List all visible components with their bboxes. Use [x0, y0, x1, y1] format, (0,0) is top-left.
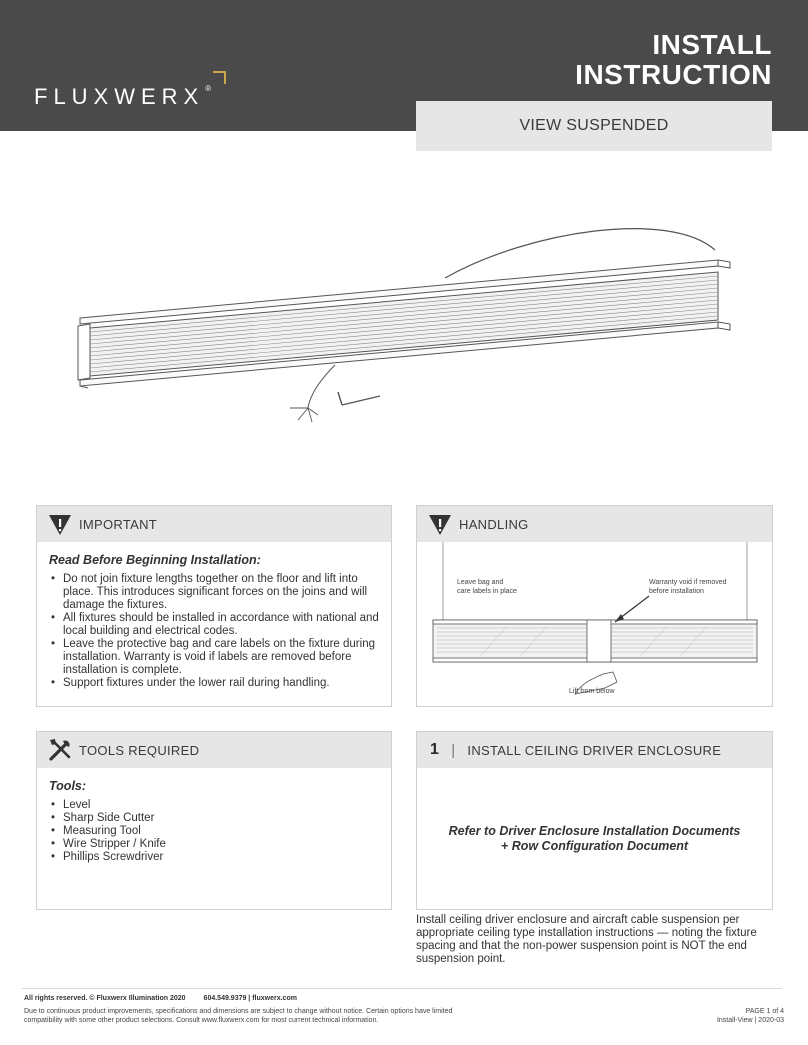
step-separator: |	[451, 741, 456, 759]
label-warranty-line-2: before installation	[649, 588, 704, 595]
important-panel-header	[37, 506, 391, 542]
step-1-header	[417, 732, 772, 768]
label-warranty-line-1: Warranty void if removed	[649, 579, 727, 586]
footer-disclaimer: Due to continuous product improvements, specifications and dimensions are subject to change without notice. Certain options have limited compatibility with some other product selections. Consult www.fluxwerx.com for most current technical information.	[24, 1008, 453, 1024]
tools-panel	[36, 731, 392, 910]
footer-divider	[22, 988, 782, 989]
step-number: 1	[430, 741, 440, 758]
reference-line-2: + Row Configuration Document	[500, 839, 689, 853]
footer-copyright: All rights reserved. © Fluxwerx Illumination 2020	[24, 995, 186, 1002]
label-bag-line-2: care labels in place	[457, 588, 517, 595]
document-title	[575, 30, 772, 90]
list-item: • Do not join fixture lengths together on the floor and lift into place. This introduces significant forces on the joins and will damage the fixtures.	[49, 573, 379, 612]
list-item: • Leave the protective bag and care labels on the fixture during installation. Warranty is void if labels are removed before installation is complete.	[49, 638, 379, 677]
warning-icon	[427, 511, 453, 537]
important-panel	[36, 505, 392, 707]
important-body	[37, 542, 391, 690]
page-number: PAGE 1 of 4	[745, 1008, 784, 1015]
brand-registered-mark: ®	[205, 84, 212, 93]
step-1-heading: INSTALL CEILING DRIVER ENCLOSURE	[467, 742, 722, 758]
important-subtitle: Read Before Beginning Installation:	[49, 553, 261, 567]
footer-page-info	[717, 1007, 784, 1025]
step-1-description: Install ceiling driver enclosure and aircraft cable suspension per appropriate ceiling type installation instructions — noting the fixture spacing and that the non-power suspension point is NOT the end suspension point.	[416, 914, 757, 965]
tools-subtitle: Tools:	[49, 779, 87, 793]
title-line-2: INSTRUCTION	[575, 59, 772, 90]
label-lift: Lift from below	[569, 688, 615, 695]
handling-heading: HANDLING	[459, 516, 529, 532]
label-bag-line-1: Leave bag and	[457, 579, 504, 586]
handling-illustration	[417, 542, 770, 704]
step-1-panel	[416, 731, 773, 910]
handling-panel	[416, 505, 773, 707]
footer-rights	[24, 995, 297, 1002]
list-item: • Support fixtures under the lower rail during handling.	[49, 677, 379, 690]
brand-logo	[34, 84, 211, 110]
power-wire	[308, 365, 335, 408]
allen-key-icon	[338, 392, 380, 405]
important-list	[49, 573, 379, 690]
list-item: • All fixtures should be installed in accordance with national and local building and electrical codes.	[49, 612, 379, 638]
handling-panel-header	[417, 506, 772, 542]
reference-line-1: Refer to Driver Enclosure Installation Documents	[448, 824, 741, 838]
end-cap	[78, 324, 90, 380]
tools-icon	[47, 737, 73, 763]
care-label	[587, 620, 611, 662]
document-code: Install-View | 2020-03	[716, 1017, 784, 1024]
step-1-reference	[417, 824, 772, 854]
list-item: • Sharp Side Cutter	[49, 812, 379, 825]
brand-name: FLUXWERX	[34, 84, 205, 109]
fixture-illustration	[60, 210, 750, 440]
footer-contact: 604.549.9379 | fluxwerx.com	[203, 995, 297, 1002]
important-heading: IMPORTANT	[79, 516, 158, 532]
suspension-cable	[445, 229, 715, 278]
warning-icon	[47, 511, 73, 537]
logo-corner-accent	[213, 71, 226, 84]
list-item: • Phillips Screwdriver	[49, 851, 379, 864]
list-item: • Wire Stripper / Knife	[49, 838, 379, 851]
list-item: • Level	[49, 799, 379, 812]
list-item: • Measuring Tool	[49, 825, 379, 838]
tools-panel-header	[37, 732, 391, 768]
tools-heading: TOOLS REQUIRED	[79, 742, 200, 758]
product-model-label: VIEW SUSPENDED	[416, 101, 772, 151]
title-line-1: INSTALL	[652, 29, 772, 60]
tools-body	[37, 768, 391, 864]
tools-list	[49, 799, 379, 864]
